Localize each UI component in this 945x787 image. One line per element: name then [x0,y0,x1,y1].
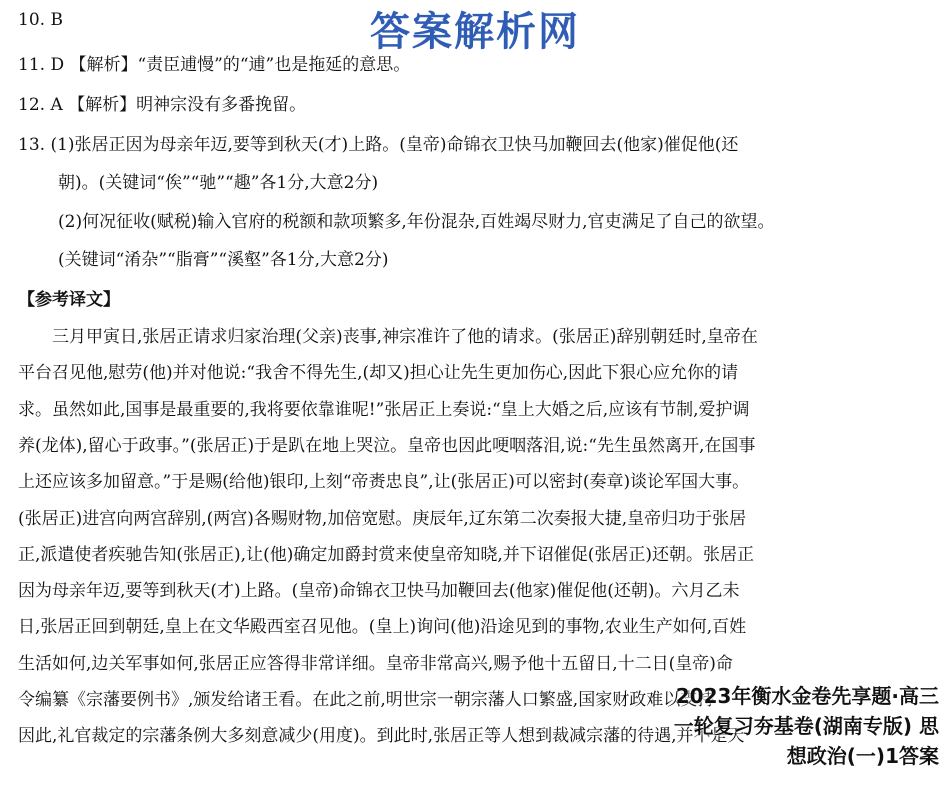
translation-line: 三月甲寅日,张居正请求归家治理(父亲)丧事,神宗准许了他的请求。(张居正)辞别朝廷时,皇帝在 [18,327,758,347]
answer-11: 11. D 【解析】“责臣逋慢”的“逋”也是拖延的意思。 [18,55,411,75]
answer-13-line-3: (2)何况征收(赋税)输入官府的税额和款项繁多,年份混杂,百姓竭尽财力,官吏满足了自己的欲望。 [58,212,775,232]
translation-line: 养(龙体),留心于政事。”(张居正)于是趴在地上哭泣。皇帝也因此哽咽落泪,说:“先生虽然离开,在国事 [18,435,756,456]
corner-caption-line: 一轮复习夯基卷(湖南专版) 思 [673,714,939,738]
answer-13-line-2: 朝)。(关键词“俟”“驰”“趣”各1分,大意2分) [58,173,379,193]
answer-10: 10. B [18,10,63,30]
corner-caption [639,681,939,771]
answer-13-line-4: (关键词“淆杂”“脂膏”“溪壑”各1分,大意2分) [58,250,389,270]
translation-line: 日,张居正回到朝廷,皇上在文华殿西室召见他。(皇上)询问(他)沿途见到的事物,农业生产如何,百姓 [18,617,747,638]
translation-line: 正,派遣使者疾驰告知(张居正),让(他)确定加爵封赏来使皇帝知晓,并下诏催促(张居正)还朝。张居正 [18,544,755,565]
corner-caption-line: 想政治(一)1答案 [786,744,939,768]
translation-line: 令编纂《宗藩要例书》,颁发给诸王看。在此之前,明世宗一朝宗藩人口繁盛,国家财政难以支持 [18,690,715,710]
translation-line: 因此,礼官裁定的宗藩条例大多刻意减少(用度)。到此时,张居正等人想到裁减宗藩的待遇,并不是天 [18,726,745,747]
translation-line: 因为母亲年迈,要等到秋天(才)上路。(皇帝)命锦衣卫快马加鞭回去(他家)催促他(还朝)。六月乙未 [18,581,740,602]
translation-line: 求。虽然如此,国事是最重要的,我将要依靠谁呢!”张居正上奏说:“皇上大婚之后,应该有节制,爱护调 [18,399,750,420]
translation-line: 平台召见他,慰劳(他)并对他说:“我舍不得先生,(却又)担心让先生更加伤心,因此下狠心应允你的请 [18,363,739,384]
translation-line: (张居正)进宫向两宫辞别,(两宫)各赐财物,加倍宽慰。庚辰年,辽东第二次奏报大捷,皇帝归功于张居 [18,508,747,529]
answer-13-line-1: 13. (1)张居正因为母亲年迈,要等到秋天(才)上路。(皇帝)命锦衣卫快马加鞭回去(他家)催促他(还 [18,135,739,155]
corner-caption-line: 2023年衡水金卷先享题·高三 [675,684,939,708]
translation-line: 生活如何,边关军事如何,张居正应答得非常详细。皇帝非常高兴,赐予他十五留日,十二日(皇帝)命 [18,653,733,674]
answer-12: 12. A 【解析】明神宗没有多番挽留。 [18,95,307,115]
section-title: 【参考译文】 [18,290,120,310]
translation-line: 上还应该多加留意。”于是赐(给他)银印,上刻“帝赉忠良”,让(张居正)可以密封(奏章)谈论军国大事。 [18,472,750,493]
watermark: 答案解析网 [370,9,580,55]
